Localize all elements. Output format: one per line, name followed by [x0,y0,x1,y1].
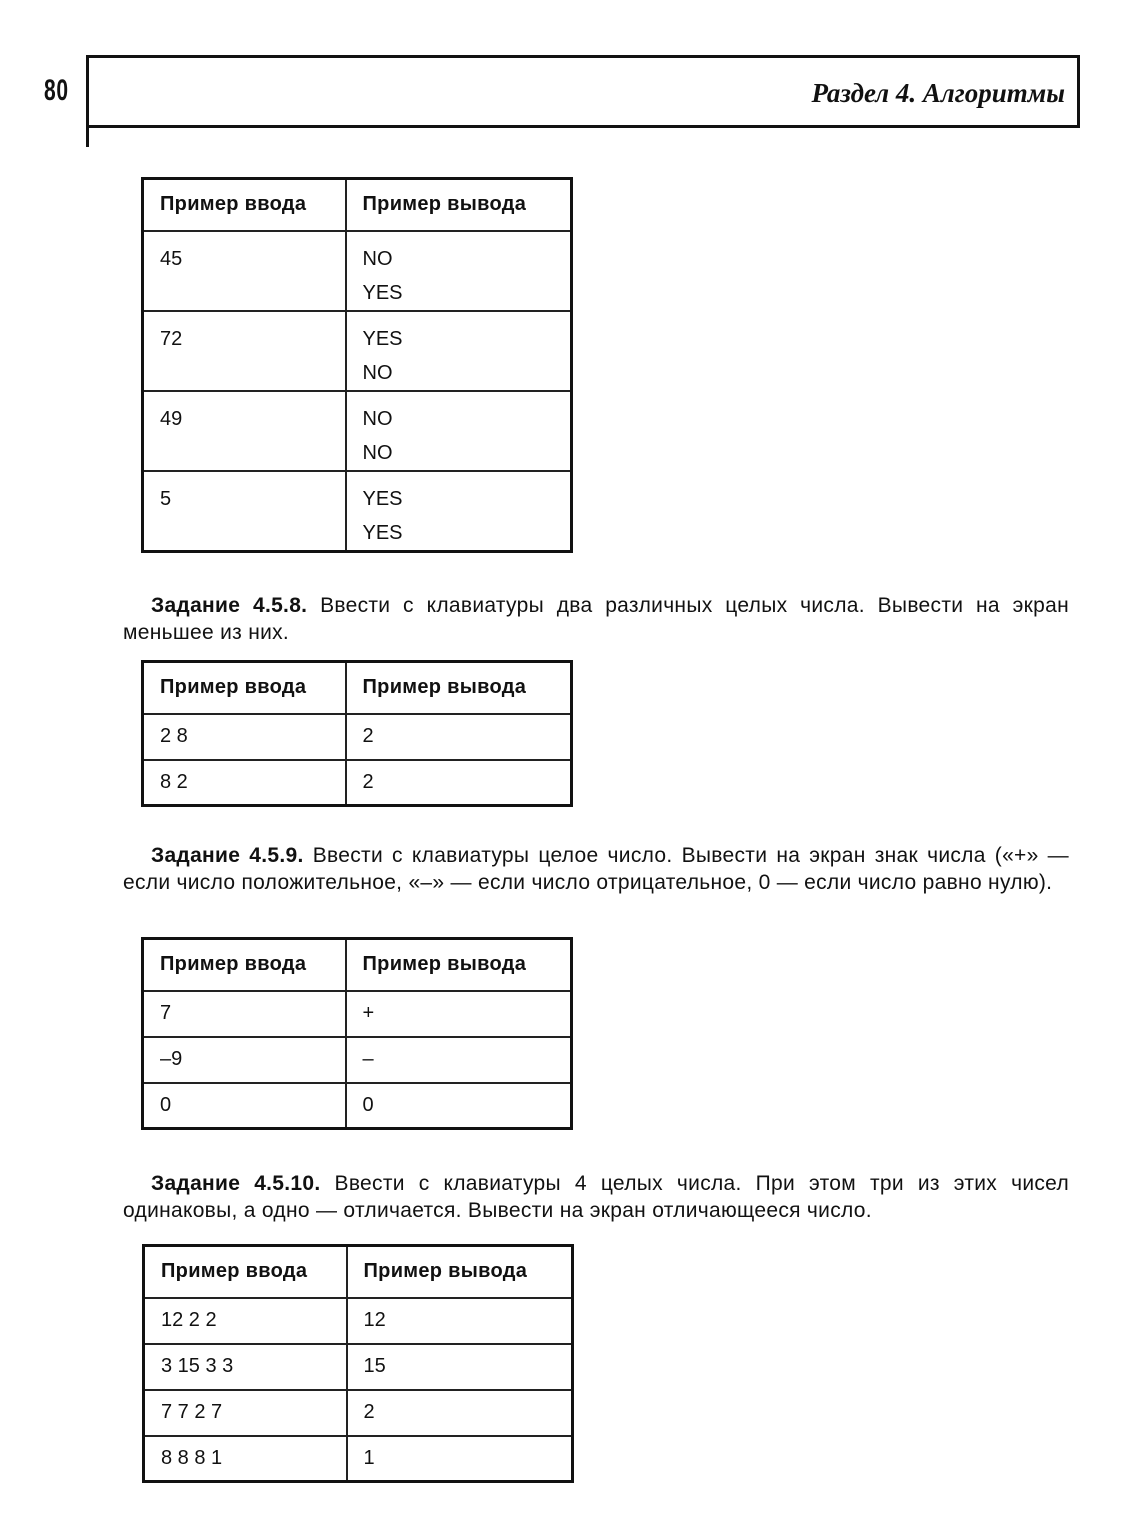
cell-input: 0 [143,1083,346,1129]
output-line: NO [362,441,393,464]
cell-output: 15 [347,1344,573,1390]
task-text: Ввести с клавиатуры 4 целых числа. При этом три из этих чисел одинаковы, а одно — отличается. Вывести на экран отличающееся число. [123,1172,1069,1222]
header-input: Пример ввода [143,179,346,231]
task-4-5-9-statement [123,842,1069,896]
table-row [144,1344,573,1390]
output-line: YES [362,281,403,304]
table-header-row [143,179,572,231]
task-label: Задание 4.5.10. [151,1172,321,1195]
table-row [143,311,572,391]
cell-output: 2 [347,1390,573,1436]
header-input: Пример ввода [143,662,346,714]
output-line: NO [362,361,393,384]
cell-output [346,231,572,311]
table-header-row [143,662,572,714]
task-text: Ввести с клавиатуры два различных целых числа. Вывести на экран меньшее из них. [123,594,1069,644]
table-row [143,471,572,552]
output-line: YES [362,521,403,544]
task-label: Задание 4.5.9. [151,844,304,867]
table-row [143,991,572,1037]
table-header-row [143,939,572,991]
cell-output: 2 [346,714,572,760]
cell-input: 8 8 8 1 [144,1436,347,1482]
table-row [143,760,572,806]
example-table-1 [141,177,573,553]
cell-output [346,391,572,471]
task-label: Задание 4.5.8. [151,594,308,617]
example-table-4-5-8 [141,660,573,807]
header-output: Пример вывода [346,939,572,991]
cell-input: 7 7 2 7 [144,1390,347,1436]
cell-output: 12 [347,1298,573,1344]
running-header [88,55,1080,128]
example-table-4-5-9 [141,937,573,1130]
cell-input: 5 [143,471,346,552]
task-4-5-8-statement [123,592,1069,646]
cell-input: 2 8 [143,714,346,760]
table-row [143,1083,572,1129]
table-row [143,391,572,471]
cell-output: 1 [347,1436,573,1482]
section-title: Раздел 4. Алгоритмы [811,78,1065,108]
cell-output [346,471,572,552]
cell-input: –9 [143,1037,346,1083]
cell-output: 0 [346,1083,572,1129]
cell-input: 8 2 [143,760,346,806]
cell-output: – [346,1037,572,1083]
table-row [144,1436,573,1482]
cell-output [346,311,572,391]
table-row [144,1298,573,1344]
output-line: YES [362,327,403,350]
cell-input: 45 [143,231,346,311]
header-output: Пример вывода [347,1246,573,1298]
example-table-4-5-10 [142,1244,574,1483]
page-number: 80 [44,74,69,107]
cell-input: 49 [143,391,346,471]
cell-input: 72 [143,311,346,391]
table-row [144,1390,573,1436]
cell-input: 12 2 2 [144,1298,347,1344]
header-output: Пример вывода [346,662,572,714]
task-4-5-10-statement [123,1170,1069,1224]
cell-input: 3 15 3 3 [144,1344,347,1390]
table-row [143,1037,572,1083]
header-input: Пример ввода [143,939,346,991]
cell-output: + [346,991,572,1037]
output-line: YES [362,487,403,510]
table-header-row [144,1246,573,1298]
header-output: Пример вывода [346,179,572,231]
output-line: NO [362,247,393,270]
task-text: Ввести с клавиатуры целое число. Вывести на экран знак числа («+» — если число положительное, «–» — если число отрицательное, 0 — если число равно нулю). [123,844,1069,894]
cell-input: 7 [143,991,346,1037]
cell-output: 2 [346,760,572,806]
output-line: NO [362,407,393,430]
table-row [143,714,572,760]
table-row [143,231,572,311]
header-input: Пример ввода [144,1246,347,1298]
